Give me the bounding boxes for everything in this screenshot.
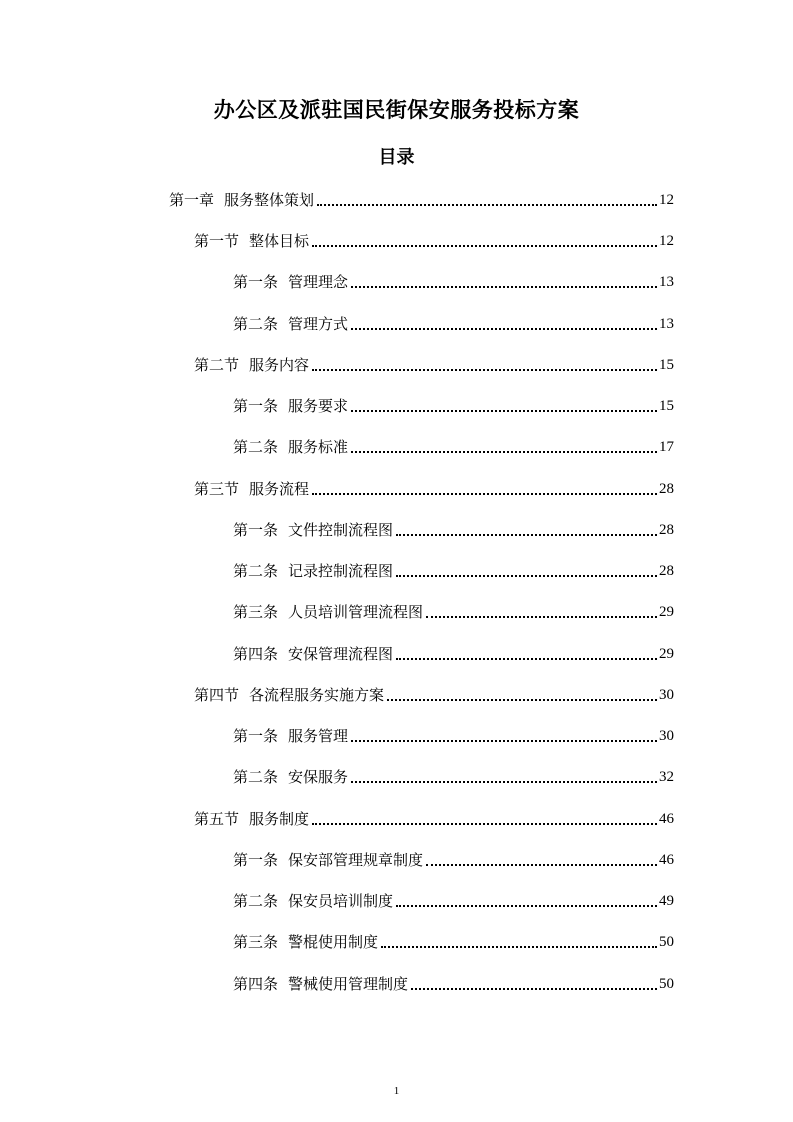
toc-entry-title: 服务管理 bbox=[288, 727, 349, 745]
toc-dot-leader bbox=[381, 946, 657, 948]
toc-entry-page: 30 bbox=[659, 687, 674, 703]
toc-entry-page: 46 bbox=[659, 852, 674, 868]
toc-entry-title: 服务标准 bbox=[288, 438, 349, 456]
toc-entry-title: 管理理念 bbox=[288, 273, 349, 291]
toc-entry-label: 第一节 bbox=[194, 232, 240, 250]
toc-entry-title: 服务内容 bbox=[249, 356, 310, 374]
toc-entry-page: 15 bbox=[659, 398, 674, 414]
toc-entry-title: 服务流程 bbox=[249, 480, 310, 498]
toc-entry-title: 服务整体策划 bbox=[224, 191, 315, 209]
toc-entry-label: 第二条 bbox=[233, 768, 279, 786]
toc-dot-leader bbox=[351, 740, 657, 742]
toc-entry-label: 第一章 bbox=[169, 191, 215, 209]
toc-entry-article[interactable] bbox=[233, 969, 674, 995]
toc-entry-section[interactable] bbox=[194, 350, 674, 376]
toc-entry-label: 第一条 bbox=[233, 397, 279, 415]
toc-entry-article[interactable] bbox=[233, 721, 674, 747]
toc-entry-article[interactable] bbox=[233, 762, 674, 788]
toc-entry-title: 各流程服务实施方案 bbox=[249, 686, 385, 704]
toc-entry-title: 安保管理流程图 bbox=[288, 645, 394, 663]
toc-entry-page: 50 bbox=[659, 976, 674, 992]
toc-entry-page: 28 bbox=[659, 563, 674, 579]
toc-dot-leader bbox=[351, 328, 657, 330]
toc-entry-label: 第二节 bbox=[194, 356, 240, 374]
toc-entry-label: 第二条 bbox=[233, 315, 279, 333]
toc-entry-page: 49 bbox=[659, 893, 674, 909]
toc-entry-page: 29 bbox=[659, 646, 674, 662]
toc-dot-leader bbox=[351, 781, 657, 783]
toc-entry-section[interactable] bbox=[194, 474, 674, 500]
toc-entry-title: 警械使用管理制度 bbox=[288, 975, 409, 993]
toc-entry-section[interactable] bbox=[194, 680, 674, 706]
toc-entry-label: 第一条 bbox=[233, 851, 279, 869]
toc-entry-title: 管理方式 bbox=[288, 315, 349, 333]
toc-dot-leader bbox=[351, 451, 657, 453]
toc-dot-leader bbox=[396, 658, 657, 660]
toc-entry-page: 32 bbox=[659, 769, 674, 785]
toc-entry-page: 29 bbox=[659, 604, 674, 620]
toc-entry-page: 12 bbox=[659, 192, 674, 208]
toc-dot-leader bbox=[396, 534, 657, 536]
toc-entry-label: 第二条 bbox=[233, 438, 279, 456]
toc-entry-article[interactable] bbox=[233, 597, 674, 623]
toc-dot-leader bbox=[312, 245, 657, 247]
toc-entry-label: 第四条 bbox=[233, 645, 279, 663]
toc-entry-page: 46 bbox=[659, 811, 674, 827]
toc-heading: 目录 bbox=[378, 147, 415, 168]
toc-entry-title: 保安员培训制度 bbox=[288, 892, 394, 910]
toc-entry-article[interactable] bbox=[233, 845, 674, 871]
toc-dot-leader bbox=[312, 823, 657, 825]
toc-entry-page: 30 bbox=[659, 728, 674, 744]
toc-entry-label: 第二条 bbox=[233, 562, 279, 580]
toc-dot-leader bbox=[396, 905, 657, 907]
toc-entry-page: 28 bbox=[659, 481, 674, 497]
toc-dot-leader bbox=[396, 575, 657, 577]
toc-entry-label: 第一条 bbox=[233, 521, 279, 539]
toc-entry-label: 第四节 bbox=[194, 686, 240, 704]
toc-entry-title: 记录控制流程图 bbox=[288, 562, 394, 580]
toc-entry-title: 整体目标 bbox=[249, 232, 310, 250]
toc-entry-title: 文件控制流程图 bbox=[288, 521, 394, 539]
toc-dot-leader bbox=[312, 369, 657, 371]
toc-entry-label: 第四条 bbox=[233, 975, 279, 993]
toc-entry-label: 第二条 bbox=[233, 892, 279, 910]
toc-entry-label: 第三条 bbox=[233, 933, 279, 951]
toc-entry-label: 第一条 bbox=[233, 273, 279, 291]
toc-entry-title: 安保服务 bbox=[288, 768, 349, 786]
toc-dot-leader bbox=[411, 988, 657, 990]
toc-entry-title: 人员培训管理流程图 bbox=[288, 603, 424, 621]
page-number: 1 bbox=[393, 1085, 400, 1097]
toc-entry-article[interactable] bbox=[233, 639, 674, 665]
toc-entry-section[interactable] bbox=[194, 804, 674, 830]
toc-entry-article[interactable] bbox=[233, 515, 674, 541]
toc-dot-leader bbox=[351, 410, 657, 412]
toc-entry-label: 第三节 bbox=[194, 480, 240, 498]
toc-dot-leader bbox=[351, 286, 657, 288]
toc-entry-title: 服务要求 bbox=[288, 397, 349, 415]
toc-entry-title: 警棍使用制度 bbox=[288, 933, 379, 951]
toc-entry-article[interactable] bbox=[233, 309, 674, 335]
toc-entry-section[interactable] bbox=[194, 226, 674, 252]
toc-entry-article[interactable] bbox=[233, 391, 674, 417]
toc-entry-article[interactable] bbox=[233, 886, 674, 912]
toc-entry-page: 17 bbox=[659, 439, 674, 455]
toc-entry-page: 50 bbox=[659, 934, 674, 950]
toc-entry-page: 15 bbox=[659, 357, 674, 373]
toc-entry-page: 13 bbox=[659, 274, 674, 290]
toc-entry-page: 12 bbox=[659, 233, 674, 249]
toc-entry-label: 第三条 bbox=[233, 603, 279, 621]
toc-entry-title: 保安部管理规章制度 bbox=[288, 851, 424, 869]
toc-entry-article[interactable] bbox=[233, 267, 674, 293]
toc-entry-page: 13 bbox=[659, 316, 674, 332]
toc-entry-article[interactable] bbox=[233, 556, 674, 582]
toc-entry-article[interactable] bbox=[233, 432, 674, 458]
toc-entry-article[interactable] bbox=[233, 927, 674, 953]
document-title: 办公区及派驻国民街保安服务投标方案 bbox=[213, 98, 580, 122]
toc-dot-leader bbox=[426, 616, 657, 618]
toc-entry-title: 服务制度 bbox=[249, 810, 310, 828]
toc-dot-leader bbox=[387, 699, 657, 701]
toc-dot-leader bbox=[426, 864, 657, 866]
toc-entry-label: 第一条 bbox=[233, 727, 279, 745]
toc-dot-leader bbox=[312, 493, 657, 495]
toc-entry-label: 第五节 bbox=[194, 810, 240, 828]
toc-entry-chapter[interactable] bbox=[169, 185, 674, 211]
toc-entry-page: 28 bbox=[659, 522, 674, 538]
toc-dot-leader bbox=[317, 204, 657, 206]
